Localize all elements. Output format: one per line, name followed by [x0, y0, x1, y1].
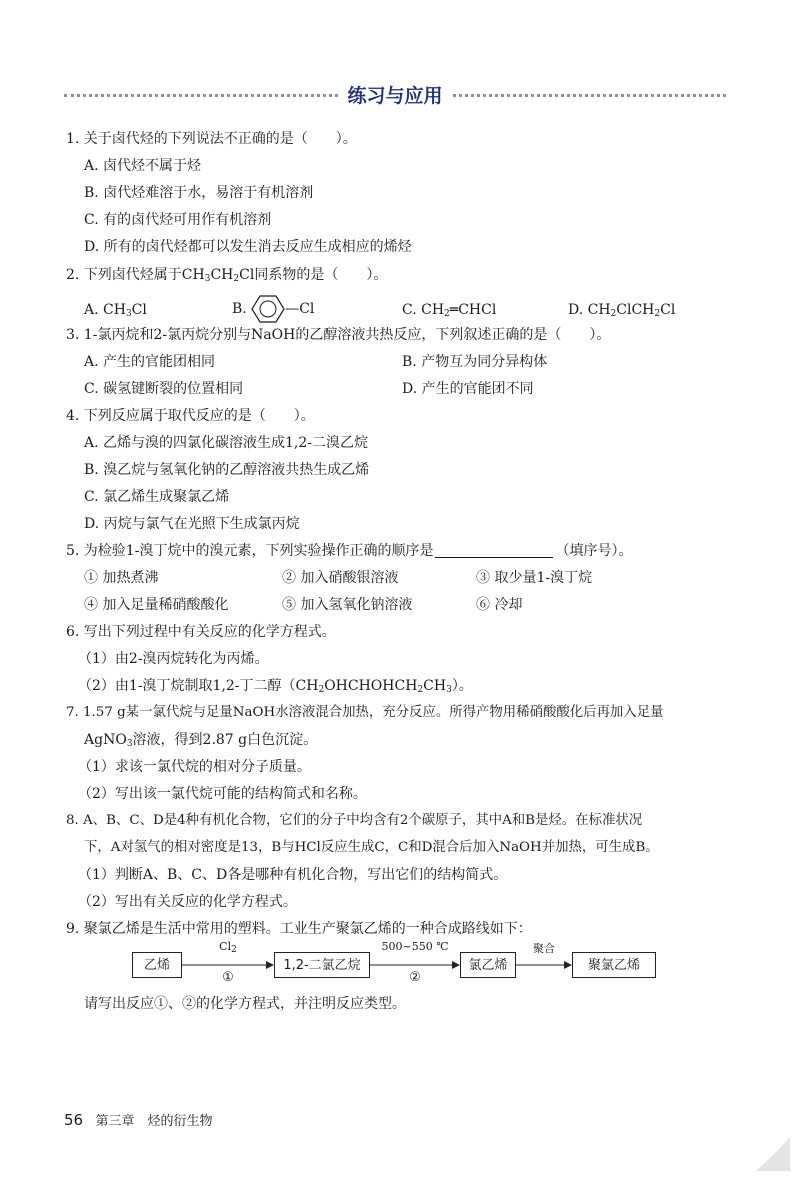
- q5-stem: [66, 541, 632, 561]
- q7-line-1: 7. 1.57 g某一氯代烷与足量NaOH水溶液混合加热，充分反应。所得产物用稀硝酸酸化后再加入足量: [66, 705, 664, 720]
- q2-stem-text: Cl同系物的是（ ）。: [239, 267, 388, 283]
- q2-d-text: Cl: [660, 302, 676, 318]
- q2-c-text: ═CHCl: [449, 302, 497, 318]
- q2-d-text: D. CH: [568, 302, 611, 318]
- q8-part-2: （2）写出有关反应的化学方程式。: [78, 894, 297, 910]
- q6-p2-text: CH: [423, 678, 447, 694]
- q8-line-2: 下，A对氢气的相对密度是13，B与HCl反应生成C，C和D混合后加入NaOH并加热，可生成B。: [84, 840, 659, 855]
- q7-line2-sub: 3: [126, 739, 133, 749]
- q5-option-3: ③ 取少量1-溴丁烷: [476, 570, 593, 586]
- q2-option-c: [402, 300, 496, 320]
- q5-option-4: ④ 加入足量稀硝酸酸化: [84, 597, 229, 613]
- q2-d-sub: 2: [610, 309, 617, 319]
- flow-arrow-1-top-sub: 2: [231, 945, 237, 955]
- flow-box-vinyl-chloride: 氯乙烯: [460, 952, 516, 978]
- q2-stem-sub: 2: [233, 274, 240, 284]
- synthesis-route-diagram: [132, 940, 662, 990]
- section-header: [64, 78, 726, 110]
- q3-option-d: D. 产生的官能团不同: [402, 381, 534, 397]
- q6-p2-sub: 2: [417, 685, 424, 695]
- flow-box-ethylene: 乙烯: [132, 952, 182, 978]
- q4-stem: 4. 下列反应属于取代反应的是（ ）。: [66, 408, 315, 424]
- q5-option-5: ⑤ 加入氢氧化钠溶液: [282, 597, 413, 613]
- q7-part-1: （1）求该一氯代烷的相对分子质量。: [78, 759, 311, 775]
- q4-option-d: D. 丙烷与氯气在光照下生成氯丙烷: [84, 516, 300, 532]
- q5-option-1: ① 加热煮沸: [84, 570, 159, 586]
- flow-arrow-3: [516, 960, 572, 970]
- q2-c-sub: 2: [444, 309, 450, 319]
- flow-arrow-2-bottom: ②: [409, 970, 421, 985]
- q2-b-text: —Cl: [285, 301, 315, 317]
- q6-part-2: [78, 676, 473, 696]
- header-dots-left: [64, 94, 338, 97]
- q6-p2-sub: 2: [318, 685, 325, 695]
- section-title: 练习与应用: [347, 84, 443, 107]
- q2-stem-text: 2. 下列卤代烃属于CH: [66, 267, 205, 283]
- q3-stem: 3. 1-氯丙烷和2-氯丙烷分别与NaOH的乙醇溶液共热反应，下列叙述正确的是（ ）。: [66, 327, 611, 343]
- q4-option-c: C. 氯乙烯生成聚氯乙烯: [84, 489, 230, 505]
- q1-option-a: A. 卤代烃不属于烃: [84, 158, 202, 174]
- q7-line-2: [84, 730, 317, 750]
- q7-line2-text: 溶液，得到2.87 g白色沉淀。: [132, 732, 318, 748]
- q2-option-d: [568, 300, 675, 320]
- chapter-title: 第三章 烃的衍生物: [95, 1114, 213, 1129]
- flow-arrow-1: [182, 960, 274, 970]
- q4-option-a: A. 乙烯与溴的四氯化碳溶液生成1,2-二溴乙烷: [84, 435, 369, 451]
- q2-option-a: [84, 300, 147, 320]
- q2-a-text: Cl: [131, 302, 147, 318]
- q7-line2-text: AgNO: [84, 732, 127, 748]
- q6-stem: 6. 写出下列过程中有关反应的化学方程式。: [66, 624, 336, 640]
- q5-option-2: ② 加入硝酸银溶液: [282, 570, 399, 586]
- q2-a-text: A. CH: [84, 302, 126, 318]
- q2-a-sub: 3: [125, 309, 132, 319]
- q2-option-b: [232, 292, 314, 326]
- q1-stem: 1. 关于卤代烃的下列说法不正确的是（ ）。: [66, 131, 357, 147]
- flow-box-pvc: 聚氯乙烯: [572, 952, 656, 978]
- benzene-ring-icon: [251, 294, 285, 324]
- q2-d-text: ClCH: [616, 302, 655, 318]
- flow-arrow-3-top: 聚合: [533, 942, 555, 955]
- q5-stem-text: （填序号）。: [555, 543, 633, 559]
- flow-arrow-1-top-text: Cl: [219, 940, 232, 953]
- q7-part-2: （2）写出该一氯代烷可能的结构简式和名称。: [78, 786, 367, 802]
- q2-stem: [66, 265, 387, 285]
- q6-p2-text: OHCHOHCH: [324, 678, 418, 694]
- page-number: 56: [64, 1111, 84, 1129]
- q2-b-label: B.: [232, 301, 247, 317]
- q3-option-a: A. 产生的官能团相同: [84, 354, 216, 370]
- q9-stem: 9. 聚氯乙烯是生活中常用的塑料。工业生产聚氯乙烯的一种合成路线如下：: [66, 921, 532, 937]
- q2-stem-text: CH: [210, 267, 234, 283]
- flow-arrow-1-top: [182, 940, 274, 953]
- q6-part-1: （1）由2-溴丙烷转化为丙烯。: [78, 651, 269, 667]
- q1-option-c: C. 有的卤代烃可用作有机溶剂: [84, 212, 272, 228]
- q9-tail: 请写出反应①、②的化学方程式，并注明反应类型。: [84, 996, 406, 1012]
- flow-arrow-1-bottom: ①: [222, 970, 234, 985]
- q5-option-6: ⑥ 冷却: [476, 597, 523, 613]
- q8-line-1: 8. A、B、C、D是4种有机化合物，它们的分子中均含有2个碳原子，其中A和B是烃。在标准状况: [66, 813, 643, 828]
- flow-arrow-2-top: 500~550 ℃: [381, 940, 449, 953]
- flow-arrow-2: [370, 960, 460, 970]
- q5-stem-text: 5. 为检验1-溴丁烷中的溴元素，下列实验操作正确的顺序是: [66, 543, 434, 559]
- q2-d-sub: 2: [654, 309, 661, 319]
- page-curl-icon: [750, 1131, 790, 1171]
- q3-option-c: C. 碳氢键断裂的位置相同: [84, 381, 244, 397]
- header-dots-right: [453, 94, 727, 97]
- q2-c-text: C. CH: [402, 302, 445, 318]
- q2-stem-sub: 3: [204, 274, 211, 284]
- q4-option-b: B. 溴乙烷与氢氧化钠的乙醇溶液共热生成乙烯: [84, 462, 370, 478]
- answer-blank[interactable]: [435, 542, 553, 558]
- q8-part-1: （1）判断A、B、C、D各是哪种有机化合物，写出它们的结构简式。: [78, 867, 508, 883]
- q6-p2-text: （2）由1-溴丁烷制取1,2-丁二醇（CH: [78, 678, 319, 694]
- flow-box-dichloroethane: 1,2-二氯乙烷: [274, 952, 370, 978]
- q1-option-b: B. 卤代烃难溶于水，易溶于有机溶剂: [84, 185, 314, 201]
- q3-option-b: B. 产物互为同分异构体: [402, 354, 548, 370]
- q1-option-d: D. 所有的卤代烃都可以发生消去反应生成相应的烯烃: [84, 239, 412, 255]
- page-footer: [64, 1110, 213, 1129]
- q6-p2-text: ）。: [451, 678, 473, 694]
- q6-p2-sub: 3: [446, 685, 452, 695]
